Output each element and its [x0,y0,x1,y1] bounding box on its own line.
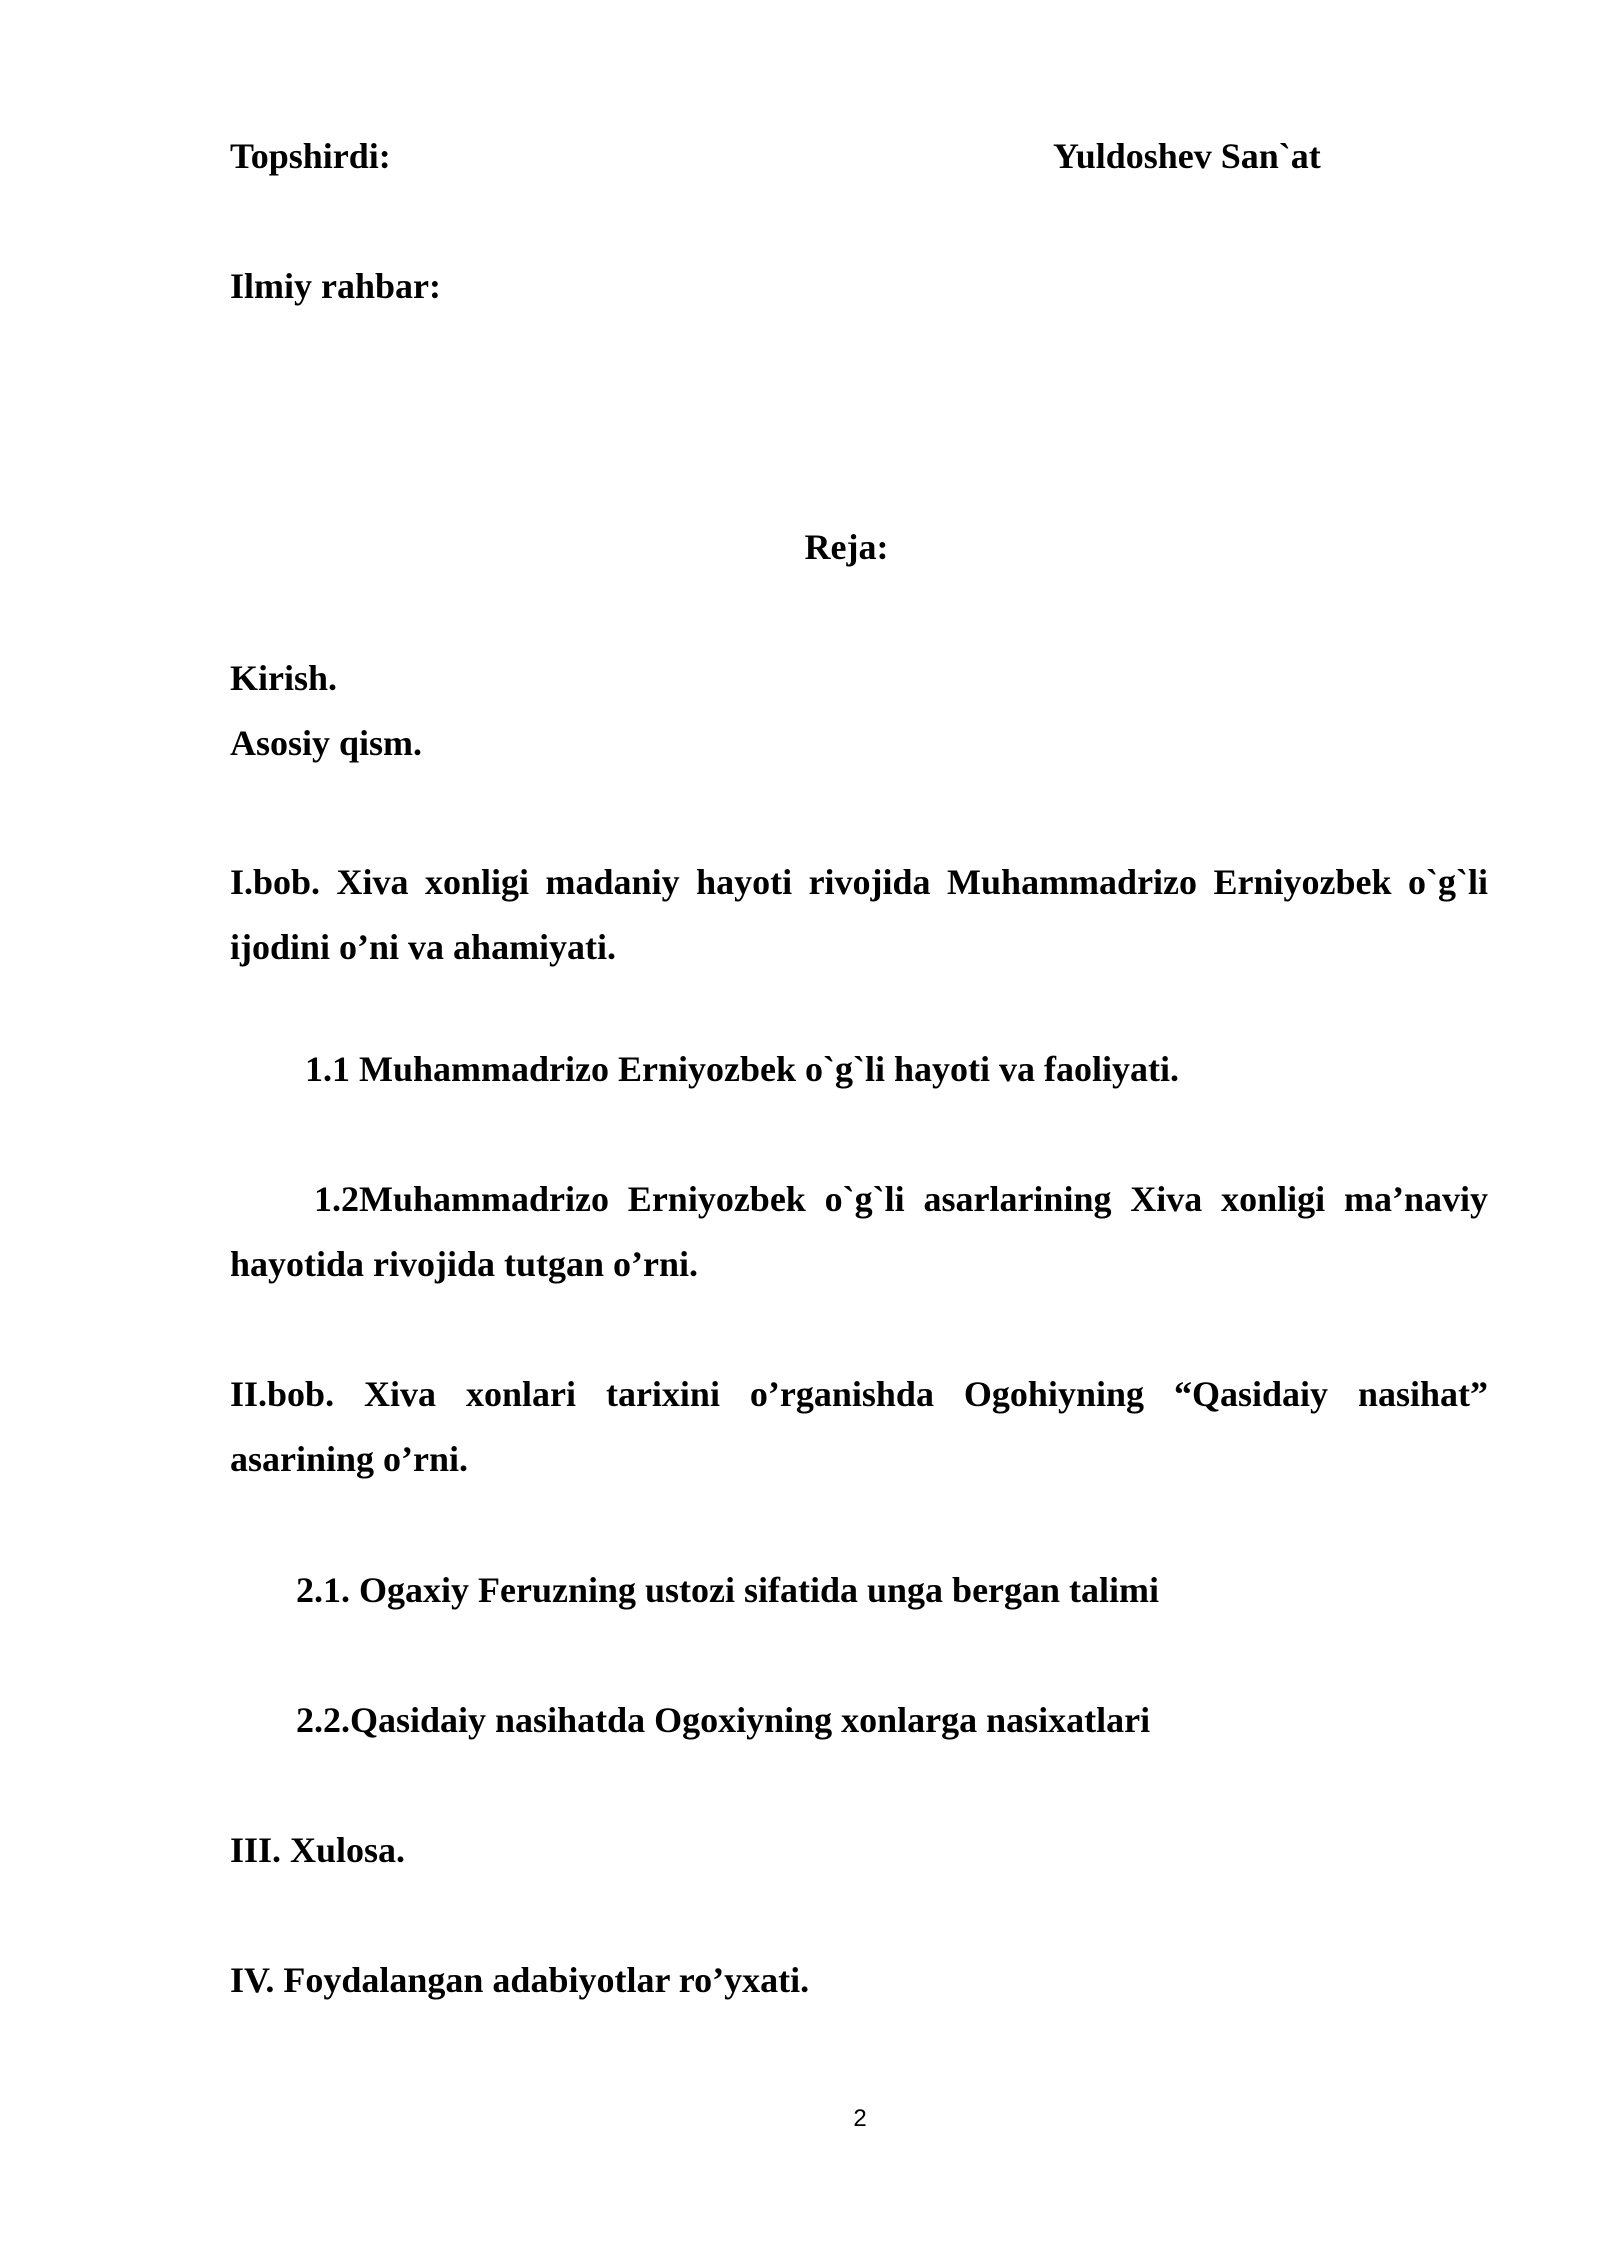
plan-section-1-1: 1.1 Muhammadrizo Erniyozbek o`g`li hayoti va faoliyati. [305,1049,1179,1089]
submitted-label: Topshirdi: [230,136,391,176]
supervisor-label: Ilmiy rahbar: [230,266,441,306]
plan-section-2-1: 2.1. Ogaxiy Feruzning ustozi sifatida unga bergan talimi [296,1570,1160,1610]
plan-references: IV. Foydalangan adabiyotlar ro’yxati. [230,1960,810,2000]
plan-conclusion: III. Xulosa. [230,1830,406,1870]
plan-chapter-1: I.bob. Xiva xonligi madaniy hayoti rivojida Muhammadrizo Erniyozbek o`g`li ijodini o’ni va ahamiyati. [230,862,1488,967]
plan-chapter-2: II.bob. Xiva xonlari tarixini o’rganishda Ogohiyning “Qasidaiy nasihat” asarining o’rni. [230,1374,1488,1479]
plan-section-2-2: 2.2.Qasidaiy nasihatda Ogoxiyning xonlarga nasixatlari [296,1700,1151,1740]
plan-main-part: Asosiy qism. [230,723,423,763]
plan-intro: Kirish. [230,658,338,698]
plan-section-1-2: 1.2Muhammadrizo Erniyozbek o`g`li asarlarining Xiva xonligi ma’naviy hayotida rivojida tutgan o’rni. [230,1179,1488,1284]
page-number: 2 [853,2105,867,2132]
submitted-name: Yuldoshev San`at [1053,136,1321,176]
plan-title: Reja: [804,527,889,567]
